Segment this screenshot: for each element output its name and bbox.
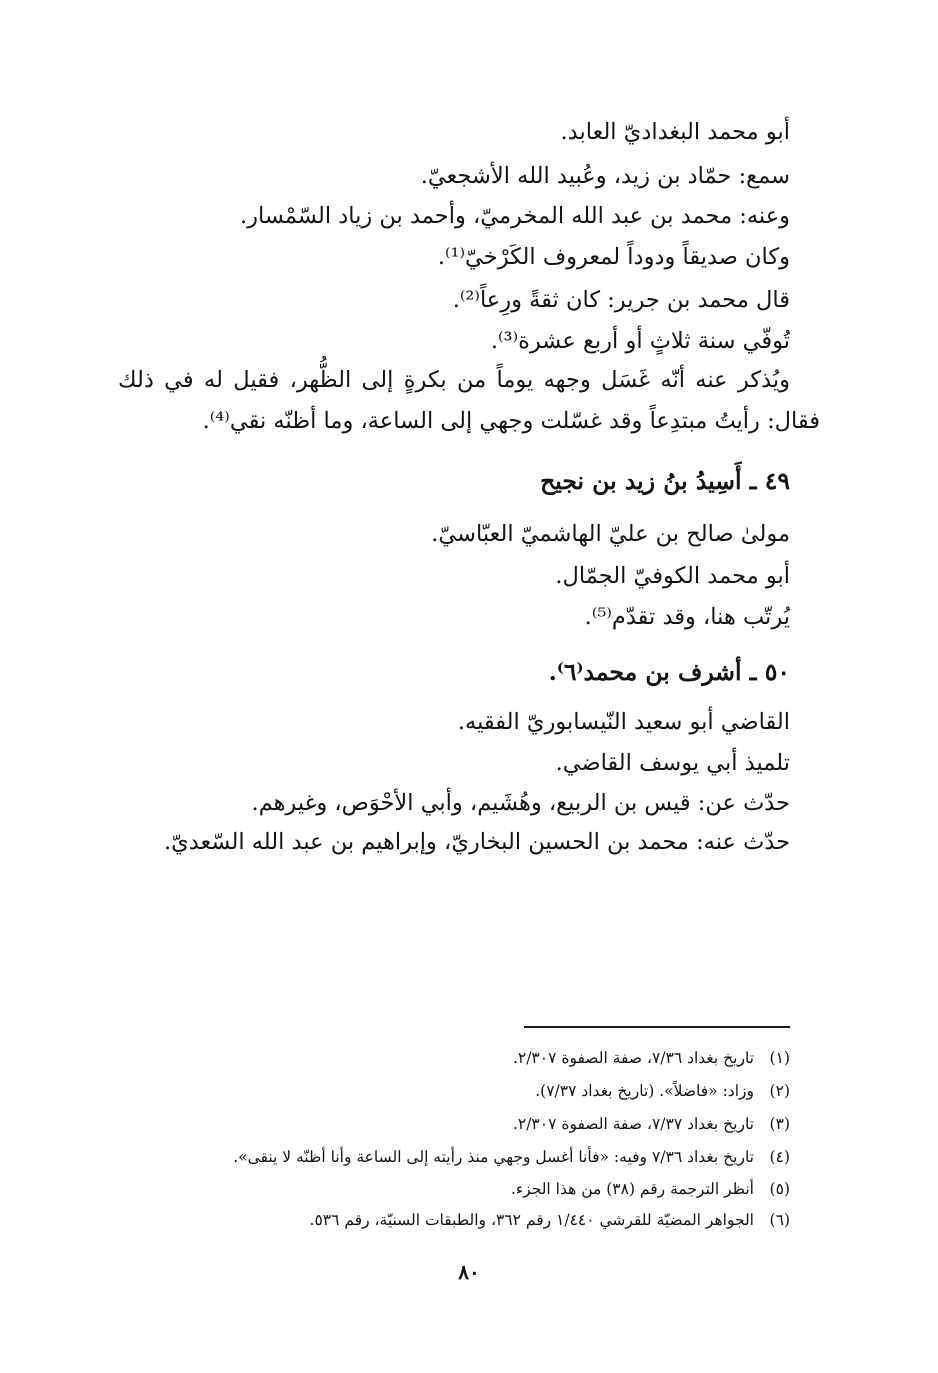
body-line: ويُذكر عنه أنّه غَسَل وجهه يوماً من بكرةٍ إلى الظُّهر، فقيل له في ذلك [118, 367, 790, 393]
body-line: قال محمد بن جرير: كان ثقةً ورِعاً⁽²⁾. [452, 287, 790, 313]
footnote-number: (٦) [769, 1211, 790, 1229]
body-line: القاضي أبو سعيد النّيسابوريّ الفقيه. [457, 709, 790, 735]
body-line: سمع: حمّاد بن زيد، وعُبيد الله الأشجعيّ. [420, 163, 790, 189]
body-line: وعنه: محمد بن عبد الله المخرميّ، وأحمد بن زياد السّمْسار. [239, 203, 790, 229]
body-line: مولىٰ صالح بن عليّ الهاشميّ العبّاسيّ. [431, 521, 790, 547]
body-line: حدّث عنه: محمد بن الحسين البخاريّ، وإبراهيم بن عبد الله السّعديّ. [163, 829, 790, 855]
footnote [233, 1145, 790, 1169]
footnote [513, 1046, 790, 1070]
entry-heading: ٥٠ ـ أشرف بن محمد⁽٦⁾. [548, 658, 790, 686]
footnote-number: (٤) [769, 1148, 790, 1166]
footnote-number: (٥) [769, 1180, 790, 1198]
footnote-number: (٣) [769, 1115, 790, 1133]
footnote [535, 1079, 790, 1103]
page-number: ٨٠ [458, 1260, 480, 1284]
footnote-text: تاريخ بغداد ٧/٣٦، صفة الصفوة ٢/٣٠٧. [512, 1049, 754, 1067]
body-line: تُوفّي سنة ثلاثٍ أو أربع عشرة⁽³⁾. [490, 328, 790, 354]
body-line: وكان صديقاً ودوداً لمعروف الكَرْخيّ⁽¹⁾. [437, 244, 790, 270]
body-line: أبو محمد الكوفيّ الجمّال. [555, 563, 790, 589]
footnote [310, 1208, 790, 1232]
footnote-text: وزاد: «فاضلاً». (تاريخ بغداد ٧/٣٧). [535, 1082, 754, 1100]
entry-heading: ٤٩ ـ أَسِيدُ بنُ زيد بن نجيح [540, 467, 790, 495]
body-line: يُرتّب هنا، وقد تقدّم⁽⁵⁾. [584, 604, 790, 630]
body-line: فقال: رأيتُ مبتدِعاً وقد غسّلت وجهي إلى الساعة، وما أظنّه نقي⁽⁴⁾. [202, 408, 820, 434]
footnote-divider [524, 1026, 790, 1028]
body-line: حدّث عن: قيس بن الربيع، وهُشَيم، وأبي الأحْوَص، وغيرهم. [251, 790, 790, 816]
footnote-text: تاريخ بغداد ٧/٣٧، صفة الصفوة ٢/٣٠٧. [512, 1115, 754, 1133]
footnote-number: (٢) [769, 1082, 790, 1100]
footnote-text: الجواهر المضيّة للقرشي ١/٤٤٠ رقم ٣٦٢، والطبقات السنيّة، رقم ٥٣٦. [309, 1211, 754, 1229]
footnote-text: تاريخ بغداد ٧/٣٦ وفيه: «فأنا أغسل وجهي منذ رأيته إلى الساعة وأنا أظنّه لا ينقى». [233, 1148, 754, 1166]
footnote [513, 1112, 790, 1136]
body-line: تلميذ أبي يوسف القاضي. [555, 750, 790, 776]
footnote [511, 1177, 790, 1201]
footnote-number: (١) [769, 1049, 790, 1067]
body-line: أبو محمد البغداديّ العابد. [560, 119, 790, 145]
footnote-text: أنظر الترجمة رقم (٣٨) من هذا الجزء. [510, 1180, 754, 1198]
